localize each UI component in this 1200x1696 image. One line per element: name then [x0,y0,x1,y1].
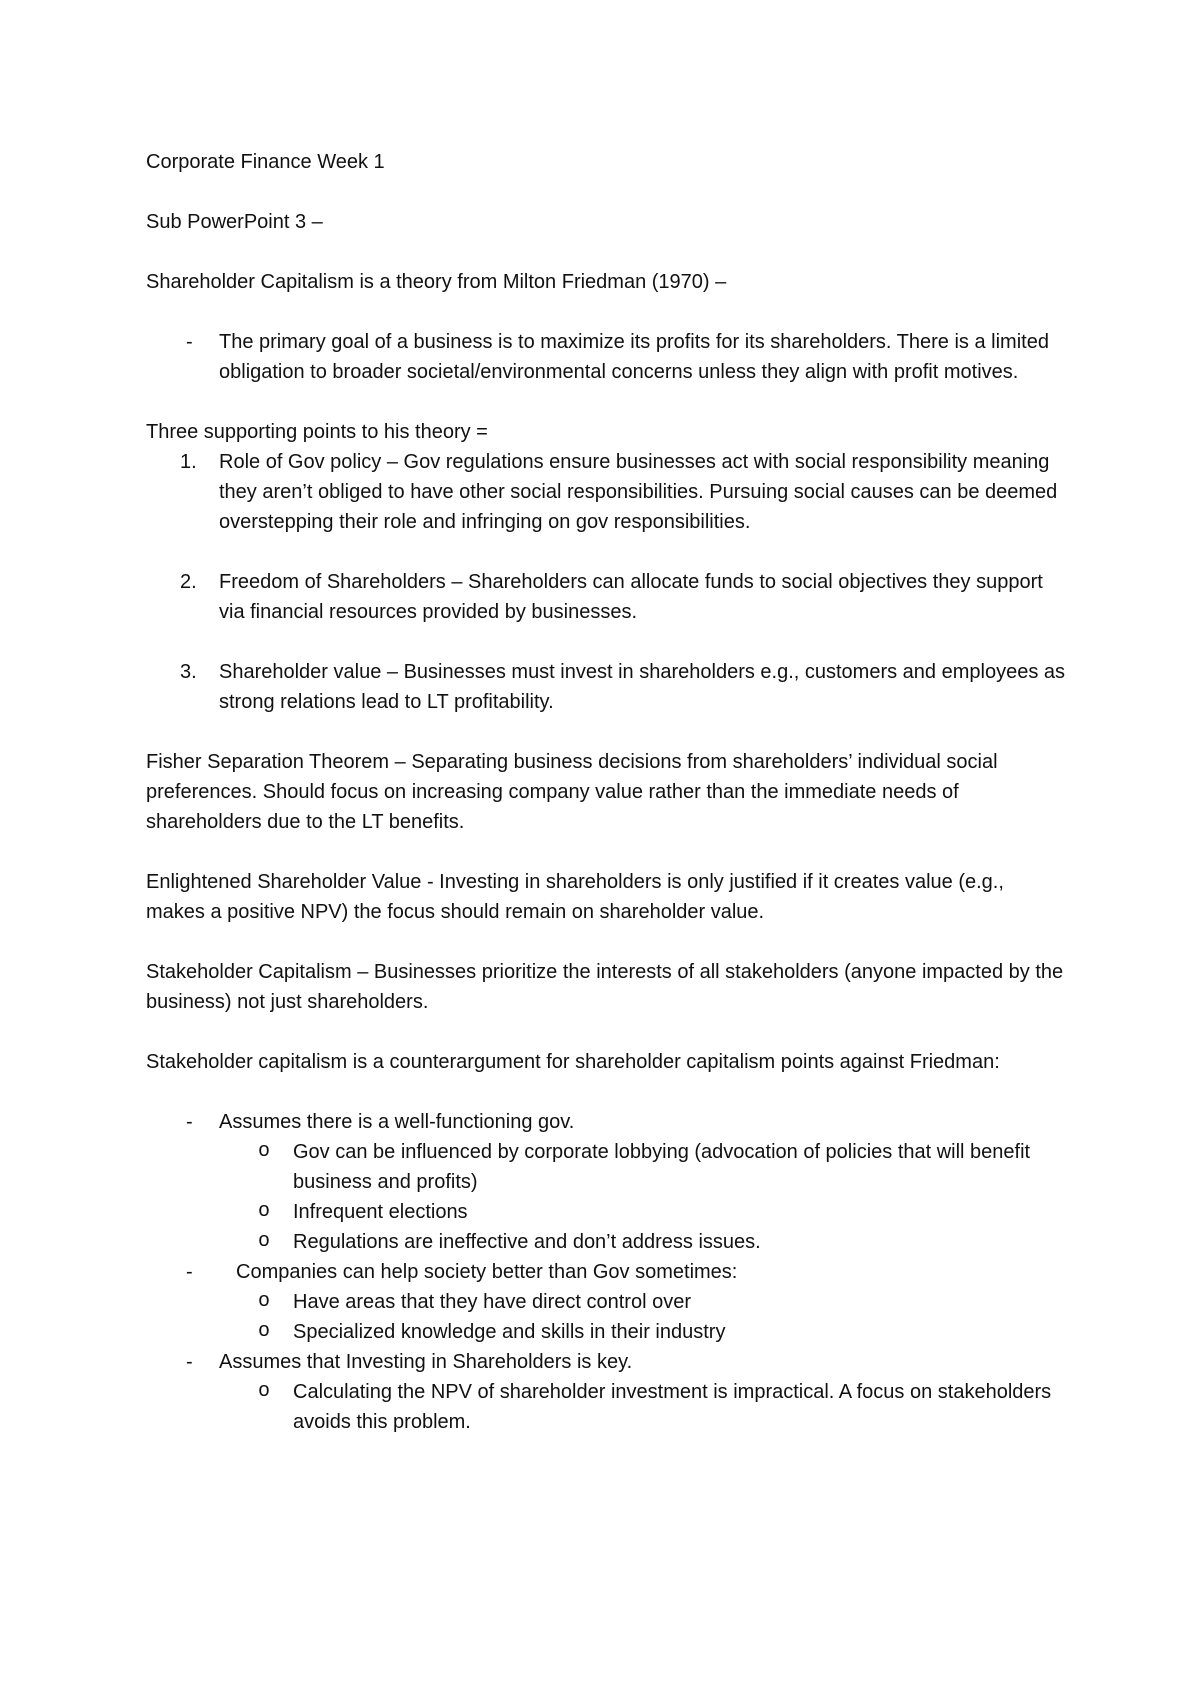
sub-point-text: Gov can be influenced by corporate lobbying (advocation of policies that will benefit business and profits) [293,1141,1031,1193]
sub-list-item [146,1287,1066,1317]
sub-list-container [146,1137,1066,1257]
sub-list-item [146,1197,1066,1227]
list-item [146,657,1066,717]
circle-bullet: o [258,1140,271,1163]
document-body [146,147,1066,1437]
circle-bullet: o [258,1290,271,1313]
sub-point-text: Specialized knowledge and skills in their industry [293,1321,726,1343]
list-item [146,1347,1066,1377]
sub-list-item [146,1317,1066,1347]
sub-point-text: Regulations are ineffective and don’t address issues. [293,1231,761,1253]
sub-list-container [146,1377,1066,1437]
sub-list [146,1287,1066,1347]
primary-goal-text: The primary goal of a business is to maximize its profits for its shareholders. There is a limited obligation to broader societal/environmental concerns unless they align with profit motives. [219,331,1049,383]
circle-bullet: o [258,1200,271,1223]
stakeholder-capitalism-paragraph: Stakeholder Capitalism – Businesses prioritize the interests of all stakeholders (anyone impacted by the business) not just shareholders. [146,961,1064,1013]
counterargument-heading: Stakeholder capitalism is a counterargument for shareholder capitalism points against Friedman: [146,1051,1000,1073]
counterargument-list [146,1107,1066,1437]
dash-bullet: - [186,331,193,353]
shareholder-capitalism-intro: Shareholder Capitalism is a theory from Milton Friedman (1970) – [146,271,727,293]
circle-bullet: o [258,1320,271,1343]
counter-point-text: Assumes there is a well-functioning gov. [219,1111,575,1133]
list-number: 1. [180,451,197,473]
sub-point-text: Infrequent elections [293,1201,468,1223]
sub-list [146,1377,1066,1437]
supporting-points-list [146,447,1066,717]
dash-bullet: - [186,1111,193,1133]
list-item [146,327,1066,387]
document-title: Corporate Finance Week 1 [146,151,385,173]
list-item [146,567,1066,627]
fisher-separation-paragraph: Fisher Separation Theorem – Separating business decisions from shareholders’ individual social preferences. Should focus on increasing company value rather than the immediate needs of shareholders due to the LT benefits. [146,751,998,833]
supporting-points-heading: Three supporting points to his theory = [146,421,488,443]
counter-point-text: Assumes that Investing in Shareholders is key. [219,1351,633,1373]
sub-list [146,1137,1066,1257]
enlightened-shareholder-paragraph: Enlightened Shareholder Value - Investing in shareholders is only justified if it creates value (e.g., makes a positive NPV) the focus should remain on shareholder value. [146,871,1004,923]
sub-list-container [146,1287,1066,1347]
list-item [146,1257,1066,1287]
list-item [146,1107,1066,1137]
list-number: 3. [180,661,197,683]
dash-bullet: - [186,1261,193,1283]
circle-bullet: o [258,1380,271,1403]
sub-point-text: Calculating the NPV of shareholder investment is impractical. A focus on stakeholders avoids this problem. [293,1381,1052,1433]
sub-list-item [146,1227,1066,1257]
section-subtitle: Sub PowerPoint 3 – [146,211,323,233]
dash-bullet: - [186,1351,193,1373]
counter-point-text: Companies can help society better than Gov sometimes: [236,1261,738,1283]
list-number: 2. [180,571,197,593]
sub-point-text: Have areas that they have direct control over [293,1291,691,1313]
sub-list-item [146,1137,1066,1197]
primary-goal-list [146,327,1066,387]
list-item [146,447,1066,537]
circle-bullet: o [258,1230,271,1253]
sub-list-item [146,1377,1066,1437]
supporting-point-text: Freedom of Shareholders – Shareholders can allocate funds to social objectives they support via financial resources provided by businesses. [219,571,1043,623]
supporting-point-text: Shareholder value – Businesses must invest in shareholders e.g., customers and employees as strong relations lead to LT profitability. [219,661,1066,713]
supporting-point-text: Role of Gov policy – Gov regulations ensure businesses act with social responsibility meaning they aren’t obliged to have other social responsibilities. Pursuing social causes can be deemed overstepping their role and infringing on gov responsibilities. [219,451,1058,533]
